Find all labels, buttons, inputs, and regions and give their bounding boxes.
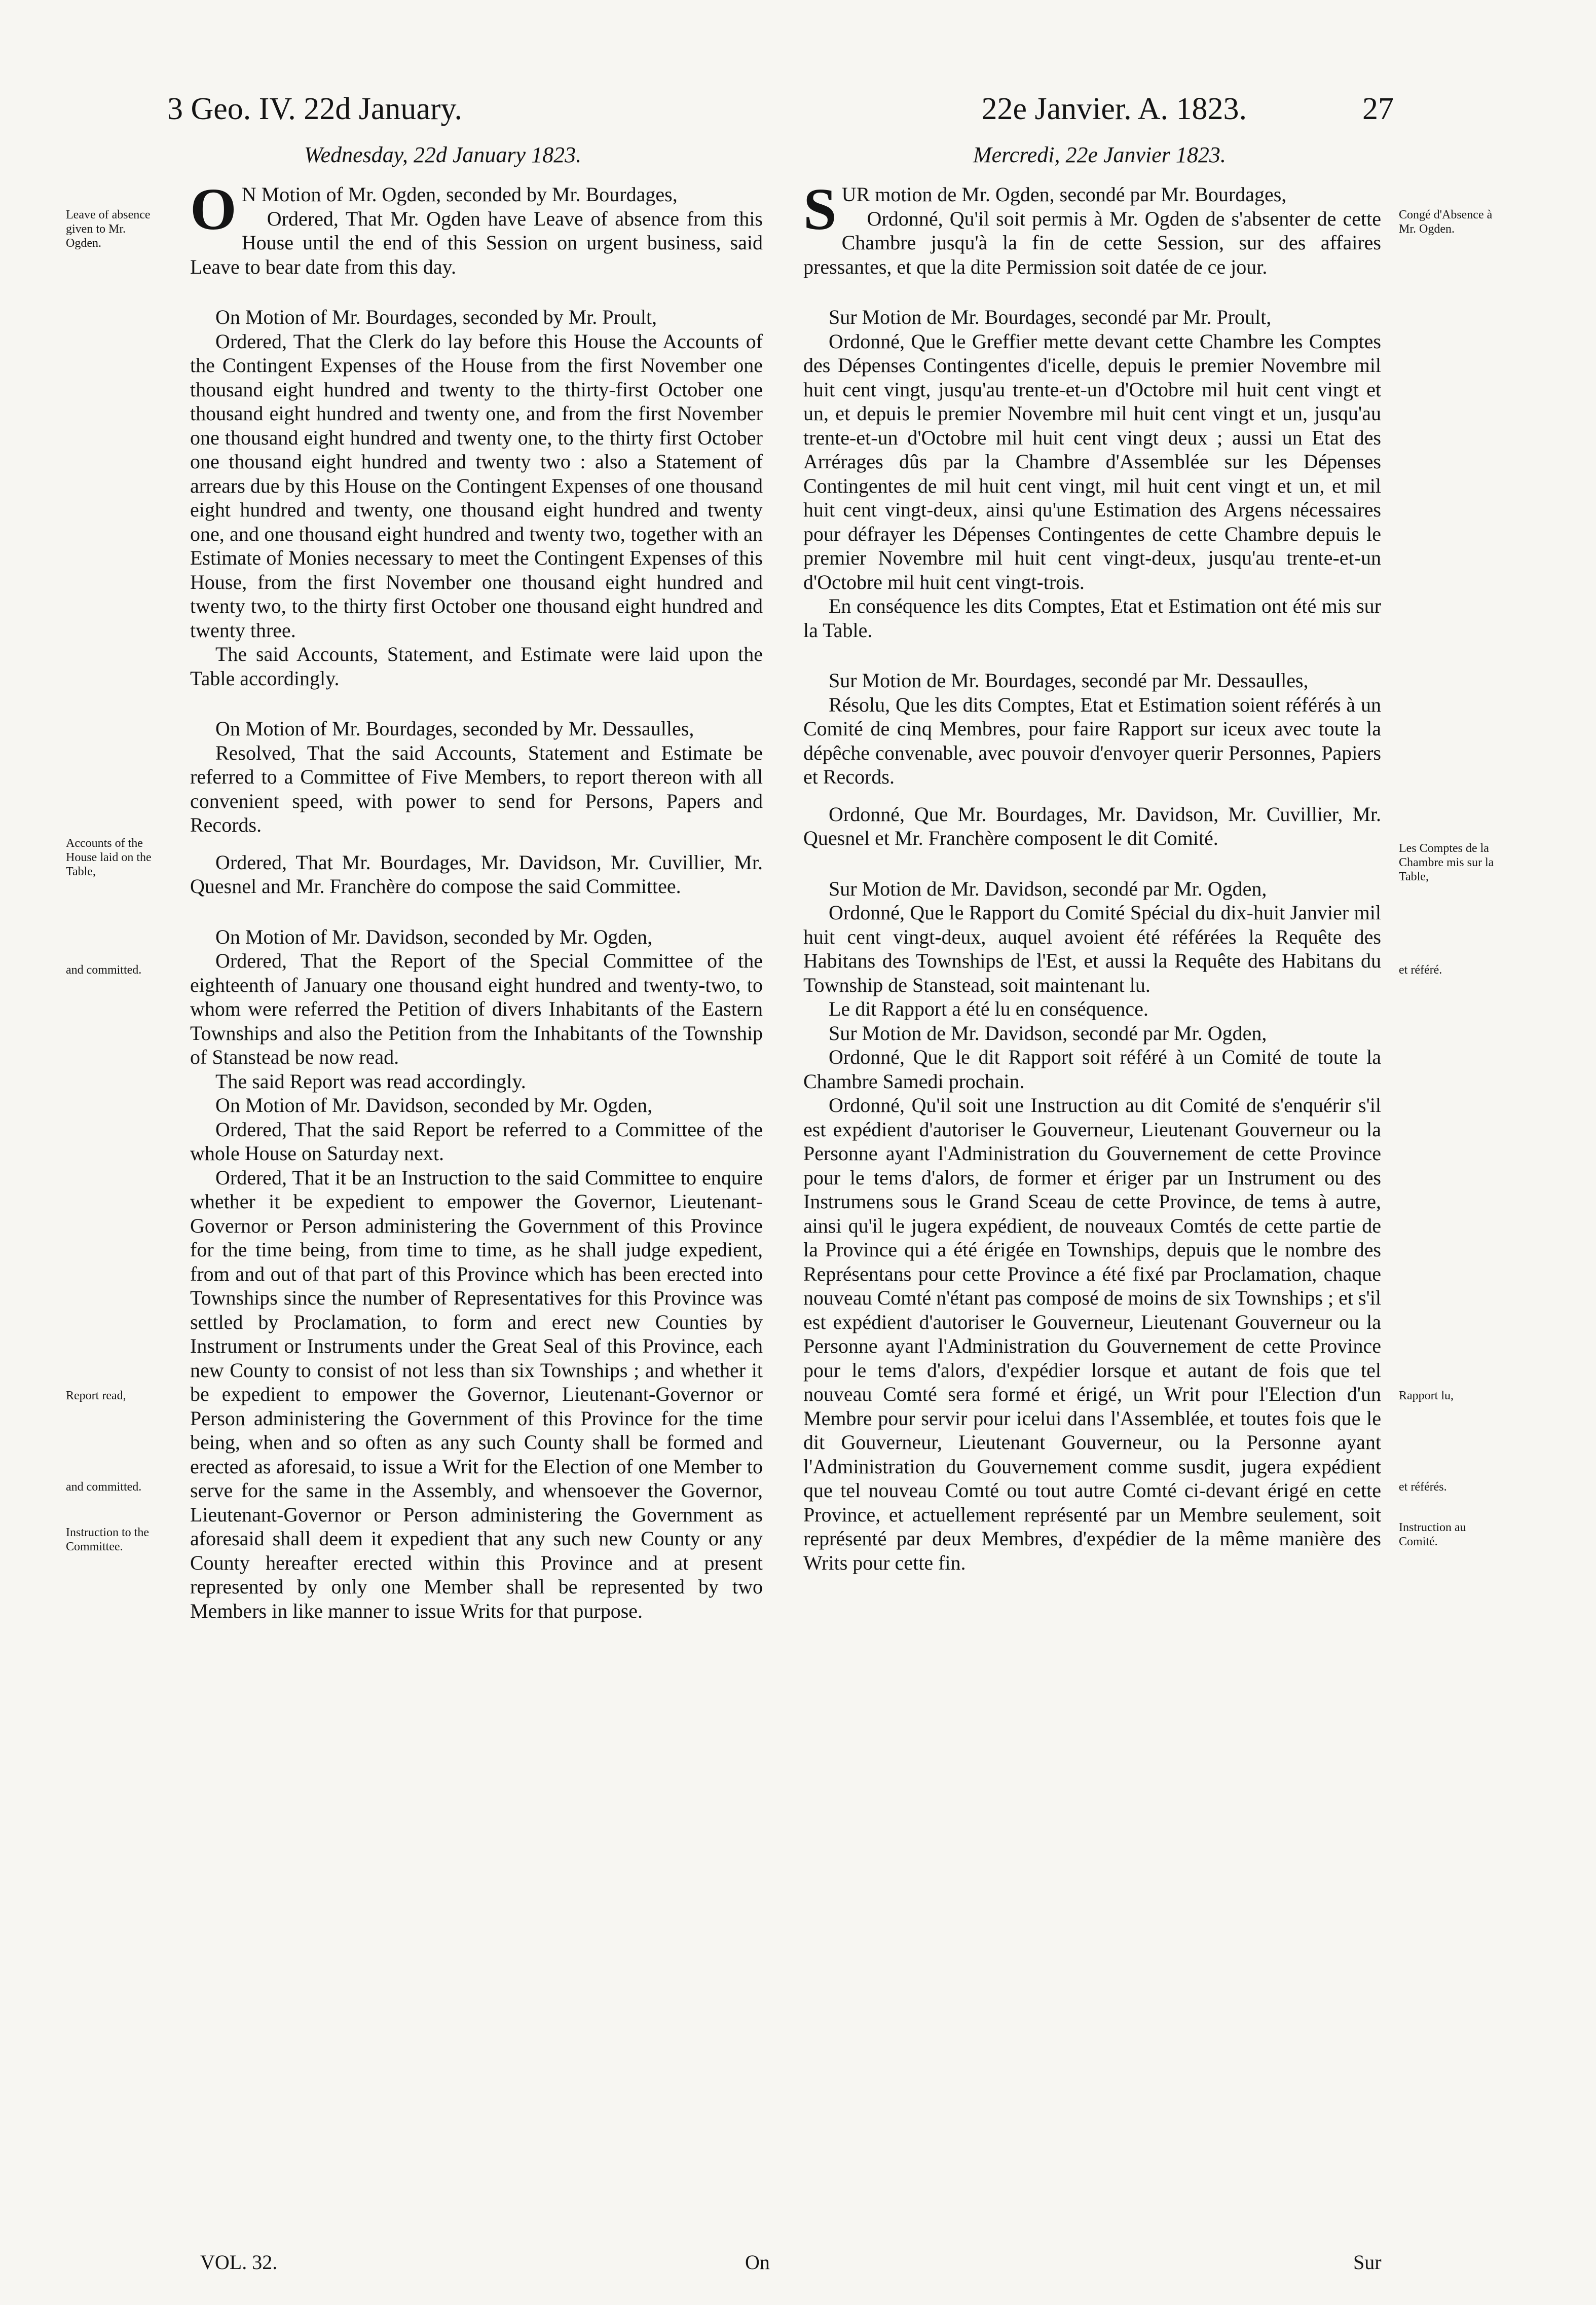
en-paragraph-12: On Motion of Mr. Davidson, seconded by Mr. Ogden, (215, 1094, 653, 1117)
fr-paragraph-7: Résolu, Que les dits Comptes, Etat et Estimation soient référés à un Comité de cinq Membres, pour faire Rapport sur iceux avec toute la dépêche convenable, avec pouvoir d'envoyer querir Personnes, Papiers et Records. (803, 693, 1381, 788)
fr-drop-cap: S (803, 176, 837, 242)
margin-note-instruction-fr: Instruction au Comité. (1399, 1521, 1466, 1548)
margin-note-committed-1: and committed. (66, 963, 142, 977)
en-paragraph-1: O N Motion of Mr. Ogden, seconded by Mr. Bourdages, (190, 176, 678, 242)
fr-paragraph-14: Ordonné, Qu'il soit une Instruction au dit Comité de s'enquérir s'il est expédient d'autoriser le Gouverneur, Lieutenant Gouverneur ou la Personne ayant l'Administration du Gouvernement de cette Province pour le tems d'alors, de former et ériger par un Instrument ou des Instrumens sous le Grand Sceau de cette Province, de tems à autre, ainsi qu'il le jugera expédient, de nouveaux Comtés de cette partie de la Province qui a été érigée en Townships, depuis que le nombre des Représentans pour cette Province a été fixé par Proclamation, chaque nouveau Comté n'étant pas composé de moins de six Townships ; et s'il est expédient d'autoriser le Gouverneur, Lieutenant Gouverneur ou la Personne ayant l'Administration du Gouvernement de cette Province pour le tems d'alors, d'expédier lorsque et autant de fois que tel nouveau Comté sera formé et érigé, un Writ pour l'Election d'un Membre pour servir pour icelui dans l'Assemblée, et toutes fois que le dit Gouverneur, Lieutenant Gouverneur, ou la Personne ayant l'Administration du Gouvernement comme susdit, jugera expédient que tel nouveau Comté ou tout autre Comté ci-devant érigé en cette Province, et actuellement représenté par un Membre seulement, soit représenté par deux Membres, d'expédier de la même manière des Writs pour cette fin. (803, 1094, 1381, 1574)
header-left: 3 Geo. IV. 22d January. (167, 92, 463, 126)
margin-note-committed-2: and committed. (66, 1480, 142, 1494)
fr-paragraph-4: Ordonné, Que le Greffier mette devant cette Chambre les Comptes des Dépenses Contingentes d'icelle, depuis le premier Novembre mil huit cent vingt, jusqu'au trente-et-un d'Octobre mil huit cent vingt et un, et depuis le premier Novembre mil huit cent vingt et un, jusqu'au trente-et-un d'Octobre mil huit cent vingt deux ; aussi un Etat des Arrérages dûs par la Chambre d'Assemblée sur les Dépenses Contingentes de mil huit cent vingt, mil huit cent vingt et un, et mil huit cent vingt-deux, ainsi qu'une Estimation des Argens nécessaires pour défrayer les Dépenses Contingentes de cette Chambre depuis le premier Novembre mil huit cent vingt-deux, jusqu'au trente-et-un d'Octobre mil huit cent vingt-trois. (803, 329, 1381, 593)
margin-note-leave: Leave of absence given to Mr. Ogden. (66, 208, 151, 250)
en-paragraph-6: On Motion of Mr. Bourdages, seconded by Mr. Dessaulles, (215, 717, 694, 740)
en-paragraph-7: Resolved, That the said Accounts, Statement and Estimate be referred to a Committee of Five Members, to report thereon with all convenient speed, with power to send for Persons, Papers and Records. (190, 741, 763, 836)
running-head (167, 86, 1394, 132)
en-paragraph-10: Ordered, That the Report of the Special Committee of the eighteenth of January one thousand eight hundred and twenty-two, to whom were referred the Petition of divers Inhabitants of the Eastern Townships and also the Petition from the Inhabitants of the Township of Stanstead be now read. (190, 949, 763, 1068)
fr-paragraph-10: Ordonné, Que le Rapport du Comité Spécial du dix-huit Janvier mil huit cent vingt-deux, auquel avoient été référées la Requête des Habitans des Townships de l'Est, et aussi la Requête des Habitans du Township de Stanstead, soit maintenant lu. (803, 901, 1381, 996)
margin-note-rapport-lu: Rapport lu, (1399, 1389, 1454, 1402)
page-number: 27 (1362, 92, 1394, 126)
en-paragraph-13: Ordered, That the said Report be referred to a Committee of the whole House on Saturday next. (190, 1118, 763, 1165)
fr-paragraph-8: Ordonné, Que Mr. Bourdages, Mr. Davidson, Mr. Cuvillier, Mr. Quesnel et Mr. Franchère composent le dit Comité. (803, 802, 1381, 849)
en-paragraph-9: On Motion of Mr. Davidson, seconded by Mr. Ogden, (215, 925, 653, 948)
fr-paragraph-5: En conséquence les dits Comptes, Etat et Estimation ont été mis sur la Table. (803, 594, 1381, 642)
en-paragraph-8: Ordered, That Mr. Bourdages, Mr. Davidson, Mr. Cuvillier, Mr. Quesnel and Mr. Franchère do compose the said Committee. (190, 850, 763, 898)
catchword-french: Sur (1353, 2251, 1382, 2274)
margin-note-instruction: Instruction to the Committee. (66, 1526, 149, 1553)
volume-label: VOL. 32. (200, 2251, 278, 2274)
margin-note-conge: Congé d'Absence à Mr. Ogden. (1399, 208, 1493, 236)
catchword-english: On (745, 2251, 770, 2274)
margin-note-refere-2: et référés. (1399, 1480, 1447, 1494)
fr-paragraph-11: Le dit Rapport a été lu en conséquence. (829, 997, 1148, 1020)
en-paragraph-2: Ordered, That Mr. Ogden have Leave of absence from this House until the end of this Session on urgent business, said Leave to bear date from this day. (190, 207, 763, 278)
margin-note-accounts: Accounts of the House laid on the Table, (66, 837, 152, 878)
margin-note-comptes: Les Comptes de la Chambre mis sur la Table, (1399, 842, 1494, 883)
en-paragraph-5: The said Accounts, Statement, and Estimate were laid upon the Table accordingly. (190, 643, 763, 690)
en-paragraph-14: Ordered, That it be an Instruction to the said Committee to enquire whether it be expedient to empower the Governor, Lieutenant-Governor or Person administering the Government of this Province for the time being, from time to time, as he shall judge expedient, from and out of that part of this Province which has been erected into Townships since the number of Representatives for this Province was settled by Proclamation, to form and erect new Counties by Instrument or Instruments under the Great Seal of this Province, each new County to consist of not less than six Townships ; and whether it be expedient to empower the Governor, Lieutenant-Governor or Person administering the Government of this Province for the time being, when and so often as any such County shall be formed and erected as aforesaid, to issue a Writ for the Election of one Member to serve for the same in the Assembly, and whensoever the Governor, Lieutenant-Governor or Person administering the Government as aforesaid shall deem it expedient that any such new County or any County hereafter erected within this Province and at present represented by only one Member shall be represented by two Members in like manner to issue Writs for that purpose. (190, 1166, 763, 1622)
en-paragraph-4: Ordered, That the Clerk do lay before this House the Accounts of the Contingent Expenses of the House from the first November one thousand eight hundred and twenty to the thirty-first October one thousand eight hundred and twenty one, and from the first November one thousand eight hundred and twenty one, to the thirty first October one thousand eight hundred and twenty two : also a Statement of arrears due by this House on the Contingent Expenses of one thousand eight hundred and twenty, one thousand eight hundred and twenty one, and one thousand eight hundred and twenty two, together with an Estimate of Monies necessary to meet the Contingent Expenses of this House, from the first November one thousand eight hundred and twenty two, to the thirty first October one thousand eight hundred and twenty three. (190, 329, 763, 642)
french-column (803, 176, 1381, 1575)
fr-paragraph-6: Sur Motion de Mr. Bourdages, secondé par Mr. Dessaulles, (829, 669, 1309, 692)
en-drop-cap: O (190, 176, 237, 242)
fr-paragraph-9: Sur Motion de Mr. Davidson, secondé par Mr. Ogden, (829, 877, 1267, 900)
fr-paragraph-12: Sur Motion de Mr. Davidson, secondé par Mr. Ogden, (829, 1021, 1267, 1045)
english-column (190, 176, 763, 1623)
en-paragraph-3: On Motion of Mr. Bourdages, seconded by Mr. Proult, (215, 306, 657, 328)
fr-paragraph-2: Ordonné, Qu'il soit permis à Mr. Ogden de s'absenter de cette Chambre jusqu'à la fin de cette Session, sur des affaires pressantes, et que la dite Permission soit datée de ce jour. (803, 207, 1381, 278)
date-french: Mercredi, 22e Janvier 1823. (973, 142, 1226, 167)
en-paragraph-11: The said Report was read accordingly. (215, 1069, 526, 1093)
margin-note-report-read: Report read, (66, 1389, 126, 1402)
date-english: Wednesday, 22d January 1823. (304, 142, 582, 167)
fr-paragraph-3: Sur Motion de Mr. Bourdages, secondé par Mr. Proult, (829, 306, 1272, 328)
fr-paragraph-13: Ordonné, Que le dit Rapport soit référé à un Comité de toute la Chambre Samedi prochain. (803, 1046, 1381, 1093)
fr-paragraph-1: SUR motion de Mr. Ogden, secondé par Mr. Bourdages, (803, 176, 1287, 242)
header-right: 22e Janvier. A. 1823. (981, 92, 1247, 126)
margin-note-refere-1: et référé. (1399, 963, 1442, 977)
